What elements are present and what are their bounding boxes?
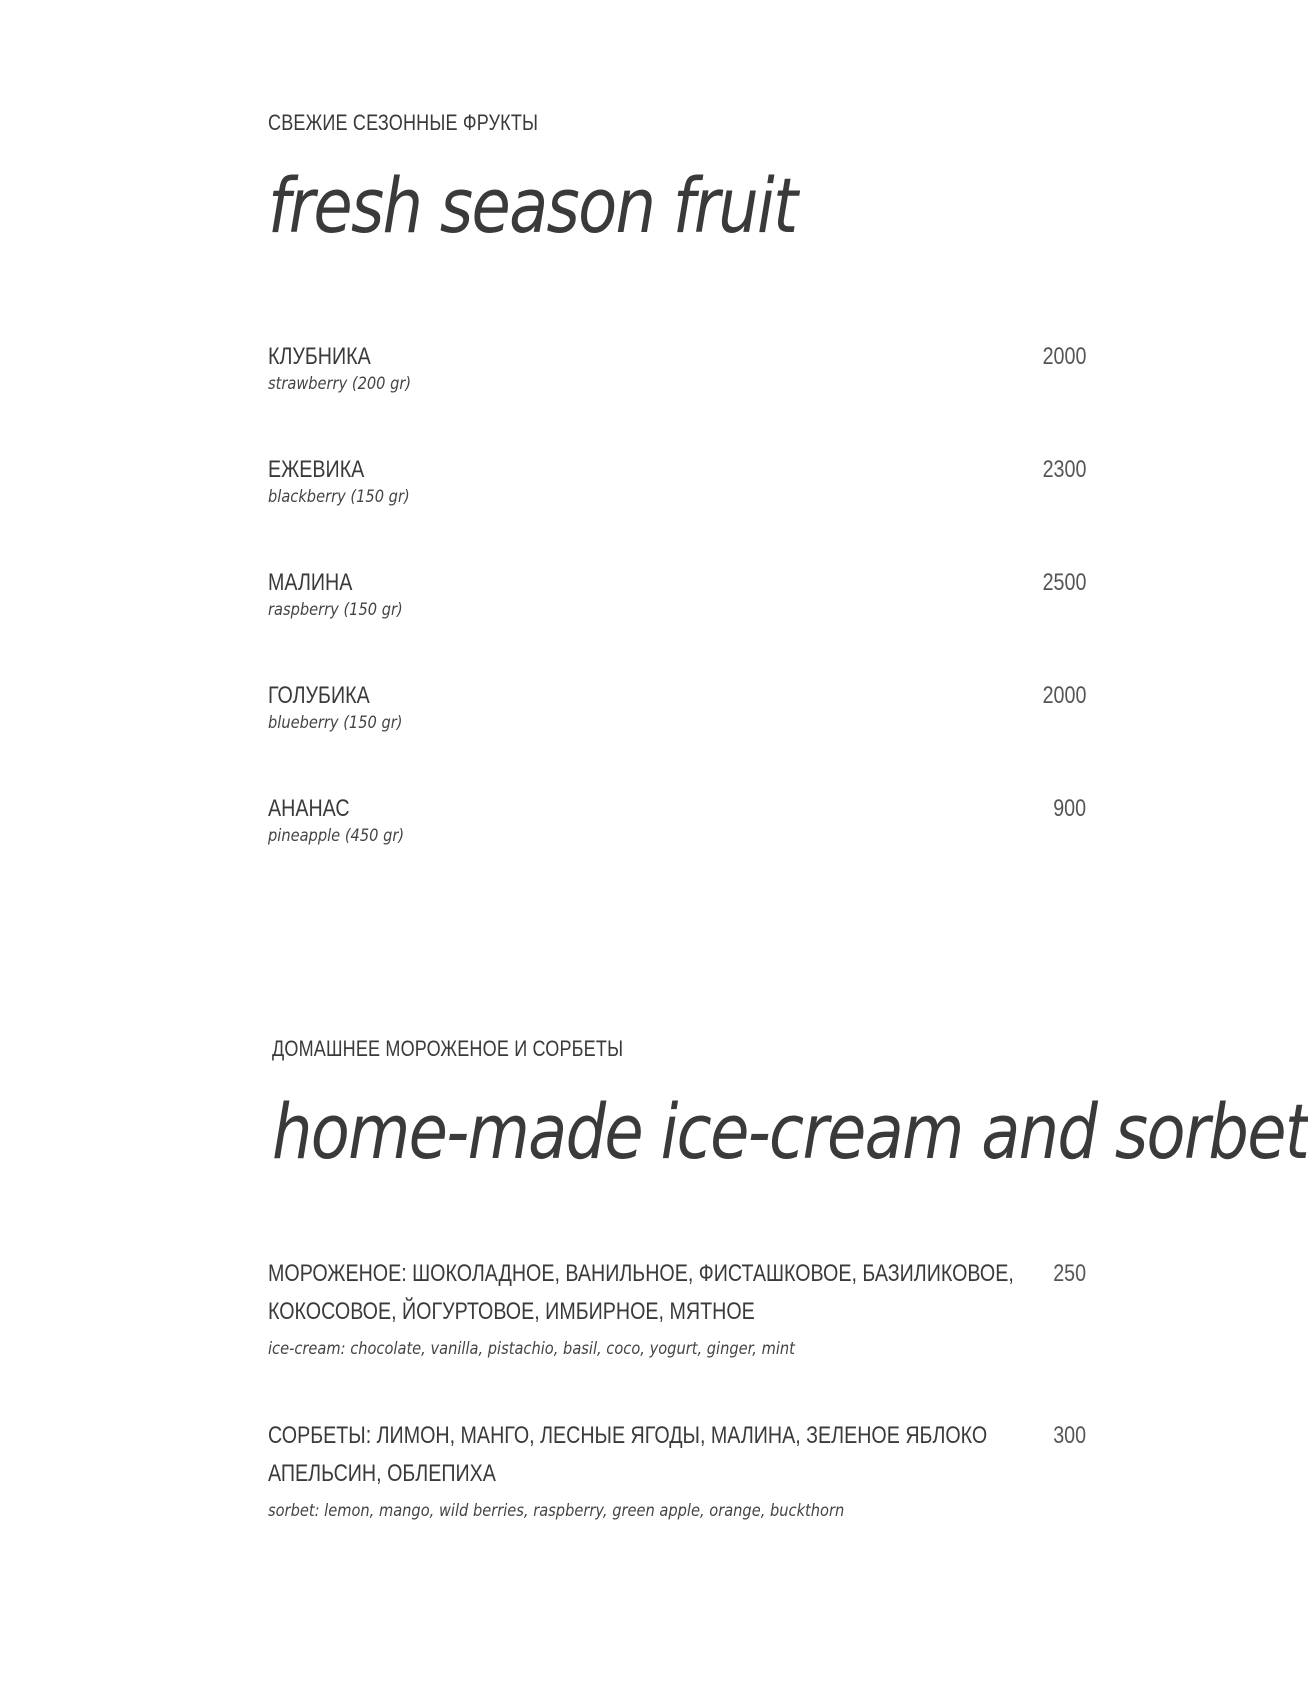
menu-item: [268, 451, 1086, 506]
item-price: 250: [1053, 1260, 1086, 1287]
item-name-en: blackberry (150 gr): [268, 487, 410, 507]
item-name-en: blueberry (150 gr): [268, 713, 403, 733]
icecream-section-header: [272, 1036, 1308, 1176]
item-price: 2300: [1042, 456, 1086, 483]
section-title-ru: ДОМАШНЕЕ МОРОЖЕНОЕ И СОРБЕТЫ: [272, 1036, 624, 1061]
menu-item: [268, 1255, 1086, 1358]
item-price: 300: [1053, 1422, 1086, 1449]
item-name-ru-line1: СОРБЕТЫ: ЛИМОН, МАНГО, ЛЕСНЫЕ ЯГОДЫ, МАЛИНА, ЗЕЛЕНОЕ ЯБЛОКО: [268, 1422, 988, 1449]
item-name-ru: КЛУБНИКА: [268, 343, 371, 370]
section-title-ru: СВЕЖИЕ СЕЗОННЫЕ ФРУКТЫ: [268, 110, 539, 135]
item-name-ru: МАЛИНА: [268, 569, 353, 596]
item-name-ru-line1: МОРОЖЕНОЕ: ШОКОЛАДНОЕ, ВАНИЛЬНОЕ, ФИСТАШКОВОЕ, БАЗИЛИКОВОЕ,: [268, 1260, 1014, 1287]
item-price: 900: [1053, 795, 1086, 822]
item-price: 2500: [1042, 569, 1086, 596]
item-name-ru: АНАНАС: [268, 795, 350, 822]
item-name-en: pineapple (450 gr): [268, 826, 405, 846]
section-title-en: fresh season fruit: [268, 161, 797, 250]
menu-item: [268, 677, 1086, 732]
item-name-ru: ЕЖЕВИКА: [268, 456, 365, 483]
item-name-ru: ГОЛУБИКА: [268, 682, 370, 709]
item-price: 2000: [1042, 343, 1086, 370]
fruit-section-header: [268, 110, 1088, 250]
menu-item: [268, 1417, 1086, 1520]
menu-item: [268, 338, 1086, 393]
item-name-en: strawberry (200 gr): [268, 374, 412, 394]
item-name-ru-line2: КОКОСОВОЕ, ЙОГУРТОВОЕ, ИМБИРНОЕ, МЯТНОЕ: [268, 1298, 755, 1325]
item-price: 2000: [1042, 682, 1086, 709]
item-name-ru-line2: АПЕЛЬСИН, ОБЛЕПИХА: [268, 1460, 496, 1487]
item-name-en: sorbet: lemon, mango, wild berries, raspberry, green apple, orange, buckthorn: [268, 1501, 845, 1521]
item-name-en: raspberry (150 gr): [268, 600, 403, 620]
item-name-en: ice-cream: chocolate, vanilla, pistachio, basil, coco, yogurt, ginger, mint: [268, 1339, 795, 1359]
menu-item: [268, 564, 1086, 619]
section-title-en: home-made ice-cream and sorbet: [272, 1087, 1308, 1176]
menu-item: [268, 790, 1086, 845]
